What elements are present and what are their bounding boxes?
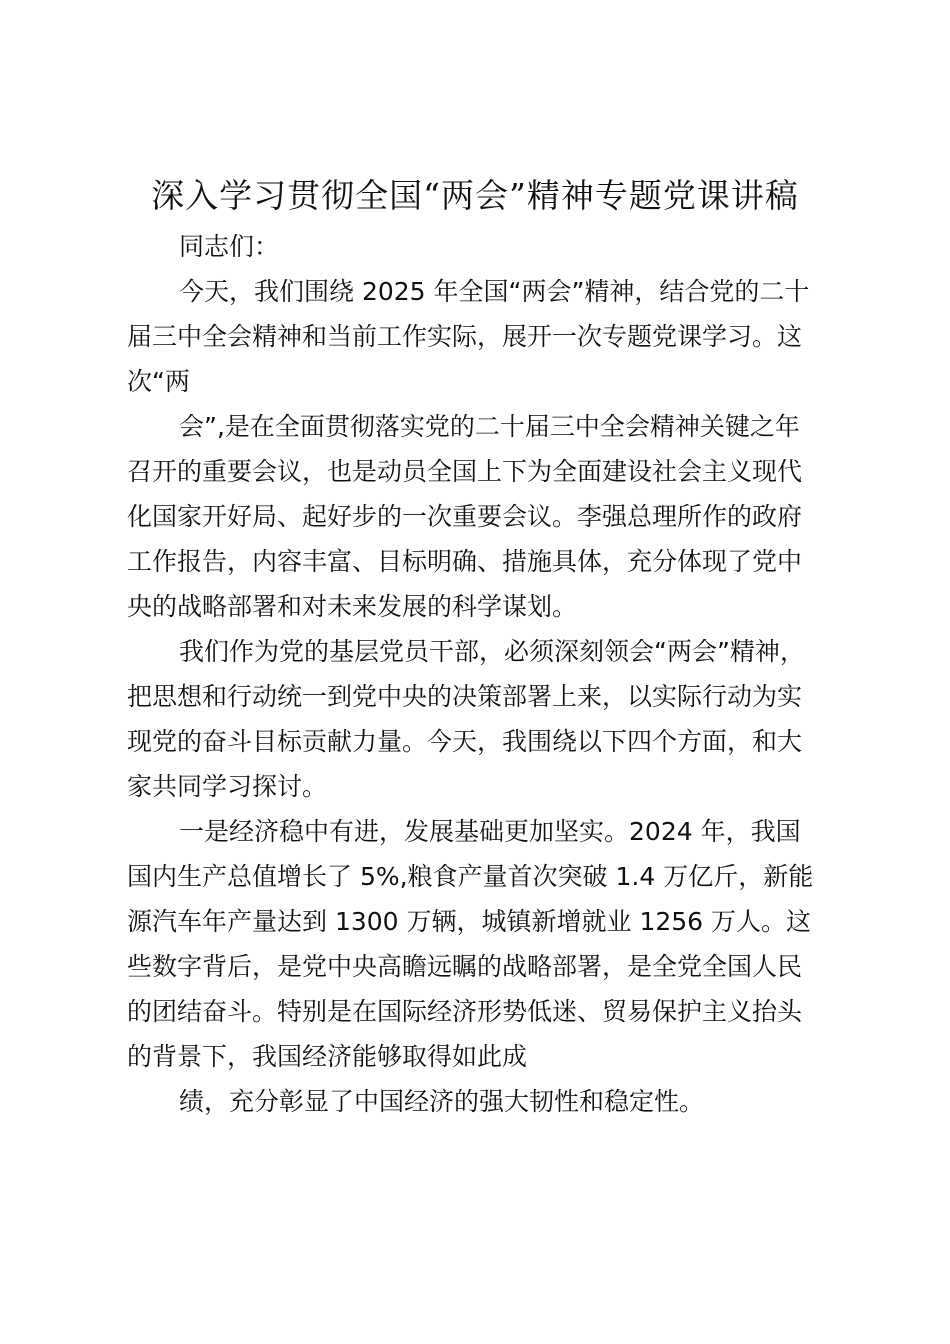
text-line: 现党的奋斗目标贡献力量。今天，我围绕以下四个方面，和大 — [127, 727, 803, 756]
text-line: 工作报告，内容丰富、目标明确、措施具体，充分体现了党中 — [127, 547, 803, 576]
text-line: 国内生产总值增长了 5%,粮食产量首次突破 1.4 万亿斤，新能 — [127, 862, 814, 891]
text-line: 化国家开好局、起好步的一次重要会议。李强总理所作的政府 — [127, 502, 803, 531]
text-line: 的团结奋斗。特别是在国际经济形势低迷、贸易保护主义抬头 — [127, 997, 803, 1026]
text-line: 今天，我们围绕 2025 年全国“两会”精神，结合党的二十 — [179, 277, 810, 306]
text-line: 把思想和行动统一到党中央的决策部署上来，以实际行动为实 — [127, 682, 803, 711]
text-line: 源汽车年产量达到 1300 万辆，城镇新增就业 1256 万人。这 — [127, 907, 812, 936]
text-line: 家共同学习探讨。 — [127, 772, 328, 801]
document-body — [127, 224, 827, 1124]
text-line: 我们作为党的基层党员干部，必须深刻领会“两会”精神， — [179, 637, 805, 666]
text-line: 一是经济稳中有进，发展基础更加坚实。2024 年，我国 — [179, 817, 801, 846]
document-title: 深入学习贯彻全国“两会”精神专题党课讲稿 — [151, 176, 799, 215]
text-line: 同志们： — [179, 232, 280, 261]
text-line: 绩，充分彰显了中国经济的强大韧性和稳定性。 — [179, 1087, 705, 1116]
text-line: 的背景下，我国经济能够取得如此成 — [127, 1042, 528, 1071]
text-line: 届三中全会精神和当前工作实际，展开一次专题党课学习。这 — [127, 322, 803, 351]
text-line: 会”,是在全面贯彻落实党的二十届三中全会精神关键之年 — [179, 412, 800, 441]
text-line: 次“两 — [127, 367, 190, 396]
text-line: 召开的重要会议，也是动员全国上下为全面建设社会主义现代 — [127, 457, 803, 486]
text-line: 些数字背后，是党中央高瞻远瞩的战略部署，是全党全国人民 — [127, 952, 803, 981]
text-line: 央的战略部署和对未来发展的科学谋划。 — [127, 592, 578, 621]
